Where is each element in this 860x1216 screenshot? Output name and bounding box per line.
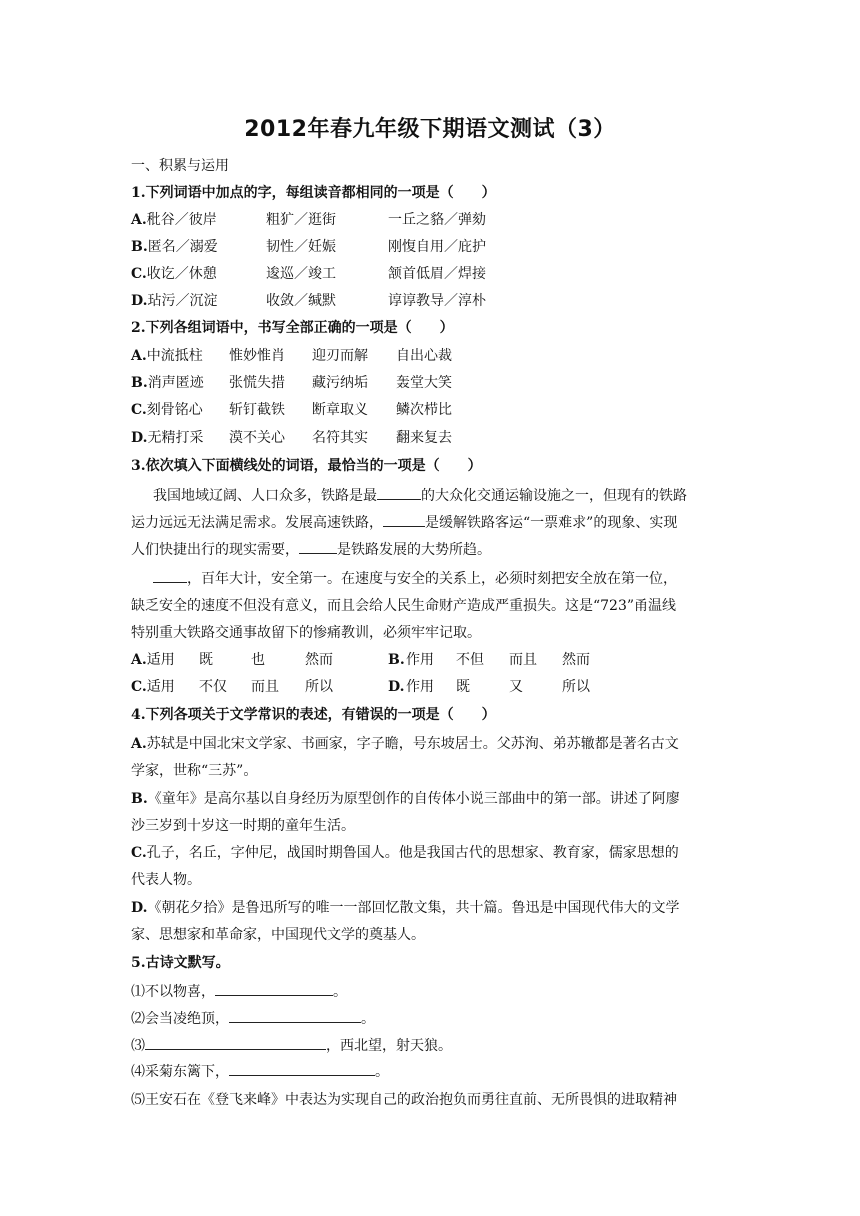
passage-text: 的大众化交通运输设施之一，但现有的铁路 [421,488,687,504]
q1-option-a [131,211,486,229]
option-word: 韧性／妊娠 [266,239,336,255]
option-text: 苏轼是中国北宋文学家、书画家，字子瞻，号东坡居士。父苏洵、弟苏辙都是著名古文 [146,736,679,752]
q3-options-row-2 [131,678,590,696]
punctuation: 。 [375,1064,389,1080]
question-4-stem: 4.下列各项关于文学常识的表述，有错误的一项是（ ） [131,707,496,723]
q1-option-c [131,265,486,283]
q5-line-2 [131,1010,375,1028]
option-label: D. [131,900,148,916]
option-word: 斩钉截铁 [229,402,285,418]
poem-prompt: ，西北望，射天狼。 [326,1038,452,1054]
q3-passage-line [153,487,687,505]
q4-option-d-cont: 家、思想家和革命家，中国现代文学的奠基人。 [131,927,425,943]
option-word: 匿名／溺爱 [147,239,218,255]
option-word: 收敛／缄默 [266,293,336,309]
punctuation: 。 [361,1011,375,1027]
page-title: 2012年春九年级下期语文测试（3） [244,117,616,142]
question-2-stem: 2.下列各组词语中，书写全部正确的一项是（ ） [131,320,454,336]
option-word: 刚愎自用／庇护 [388,239,486,255]
question-5-stem: 5.古诗文默写。 [131,955,230,971]
option-word: 也 [251,652,265,668]
passage-text: 是缓解铁路客运“一票难求”的现象、实现 [425,515,678,531]
option-word: 翻来复去 [396,430,452,446]
q3-options-row-1 [131,651,590,669]
poem-prompt: ⑷采菊东篱下， [131,1064,229,1080]
q5-line-5: ⑸王安石在《登飞来峰》中表达为实现自己的政治抱负而勇往直前、无所畏惧的进取精神 [131,1092,677,1108]
passage-text: 我国地域辽阔、人口众多，铁路是最 [153,488,377,504]
fill-blank[interactable] [377,487,421,500]
poem-prompt: ⑵会当凌绝顶， [131,1011,229,1027]
option-word: 谆谆教导／淳朴 [388,293,486,309]
passage-text: ，百年大计，安全第一。在速度与安全的关系上，必须时刻把安全放在第一位， [187,571,677,587]
q2-option-b [131,374,452,392]
q3-passage-line [131,541,491,559]
option-word: 鳞次栉比 [396,402,452,418]
fill-blank[interactable] [383,514,425,527]
q4-option-c [131,844,679,862]
option-word: 然而 [305,652,333,668]
option-word: 适用 [146,652,175,668]
section-heading: 一、积累与运用 [131,158,229,174]
passage-text: 是铁路发展的大势所趋。 [337,542,491,558]
option-word: 轰堂大笑 [396,375,452,391]
option-word: 名符其实 [312,430,368,446]
question-1-stem: 1.下列词语中加点的字，每组读音都相同的一项是（ ） [131,185,496,201]
option-label: D. [131,293,148,309]
fill-blank[interactable] [229,1010,361,1023]
q4-option-b-cont: 沙三岁到十岁这一时期的童年生活。 [131,818,355,834]
option-word: 自出心裁 [396,348,452,364]
option-word: 消声匿迹 [147,375,204,391]
option-word: 粗犷／逛街 [266,212,336,228]
option-word: 惟妙惟肖 [229,348,285,364]
passage-text: 运力远远无法满足需求。发展高速铁路， [131,515,383,531]
option-word: 逡巡／竣工 [266,266,336,282]
q2-option-d [131,429,452,447]
option-word: 中流抵柱 [146,348,203,364]
fill-blank[interactable] [215,983,333,996]
fill-blank[interactable] [145,1037,326,1050]
option-label: A. [131,348,147,364]
q5-line-4 [131,1063,389,1081]
option-word: 无精打采 [147,430,204,446]
passage-text: 人们快捷出行的现实需要， [131,542,299,558]
option-label: C. [131,845,147,861]
q5-line-1 [131,983,347,1001]
option-word: 藏污纳垢 [312,375,368,391]
q4-option-b [131,790,680,808]
option-word: 秕谷／彼岸 [146,212,217,228]
option-word: 张慌失措 [229,375,285,391]
option-word: 不仅 [199,679,227,695]
q5-line-3 [131,1037,452,1055]
q3-passage-line [153,570,677,588]
q3-passage-line [131,514,677,532]
option-label: B. [131,239,148,255]
option-word: 而且 [251,679,279,695]
option-label: A. [131,736,147,752]
q1-option-b [131,238,486,256]
fill-blank[interactable] [299,541,337,554]
question-3-stem: 3.依次填入下面横线处的词语，最恰当的一项是（ ） [131,458,482,474]
poem-prompt: ⑴不以物喜， [131,984,215,1000]
fill-blank[interactable] [153,570,187,583]
option-word: 而且 [509,652,537,668]
q4-option-d [131,899,680,917]
option-label: C. [131,679,147,695]
option-label: B. [131,375,148,391]
option-label: A. [131,212,147,228]
option-word: 不但 [456,652,484,668]
option-word: 所以 [562,679,590,695]
option-word: 又 [509,679,523,695]
option-word: 迎刃而解 [312,348,368,364]
option-word: 断章取义 [312,402,368,418]
q2-option-a [131,347,452,365]
option-word: 所以 [305,679,333,695]
option-text: 《童年》是高尔基以自身经历为原型创作的自传体小说三部曲中的第一部。讲述了阿廖 [147,791,680,807]
poem-prompt: ⑶ [131,1038,145,1054]
q1-option-d [131,292,486,310]
q4-option-c-cont: 代表人物。 [131,872,201,888]
option-word: 刻骨铭心 [146,402,203,418]
q3-passage-line: 特别重大铁路交通事故留下的惨痛教训，必须牢牢记取。 [131,625,481,641]
option-label: C. [131,266,147,282]
option-word: 颔首低眉／焊接 [388,266,486,282]
option-text: 孔子，名丘，字仲尼，战国时期鲁国人。他是我国古代的思想家、教育家，儒家思想的 [146,845,679,861]
option-word: 作用 [406,652,434,668]
q2-option-c [131,401,452,419]
option-word: 漠不关心 [229,430,285,446]
q3-passage-line: 缺乏安全的速度不但没有意义，而且会给人民生命财产造成严重损失。这是“723”甬温线 [131,598,677,614]
option-label: A. [131,652,147,668]
option-word: 收讫／休憩 [146,266,217,282]
option-text: 《朝花夕拾》是鲁迅所写的唯一一部回忆散文集，共十篇。鲁迅是中国现代伟大的文学 [147,900,680,916]
punctuation: 。 [333,984,347,1000]
fill-blank[interactable] [229,1063,375,1076]
option-word: 既 [456,679,470,695]
q4-option-a [131,735,679,753]
option-label: D. [388,679,405,695]
option-label: B. [131,791,148,807]
option-label: D. [131,430,148,446]
option-word: 既 [199,652,213,668]
option-word: 然而 [562,652,590,668]
option-word: 适用 [146,679,175,695]
q4-option-a-cont: 学家，世称“三苏”。 [131,763,258,779]
option-word: 作用 [406,679,434,695]
option-word: 玷污／沉淀 [147,293,218,309]
option-label: B. [388,652,405,668]
option-word: 一丘之貉／弹劾 [388,212,486,228]
option-label: C. [131,402,147,418]
